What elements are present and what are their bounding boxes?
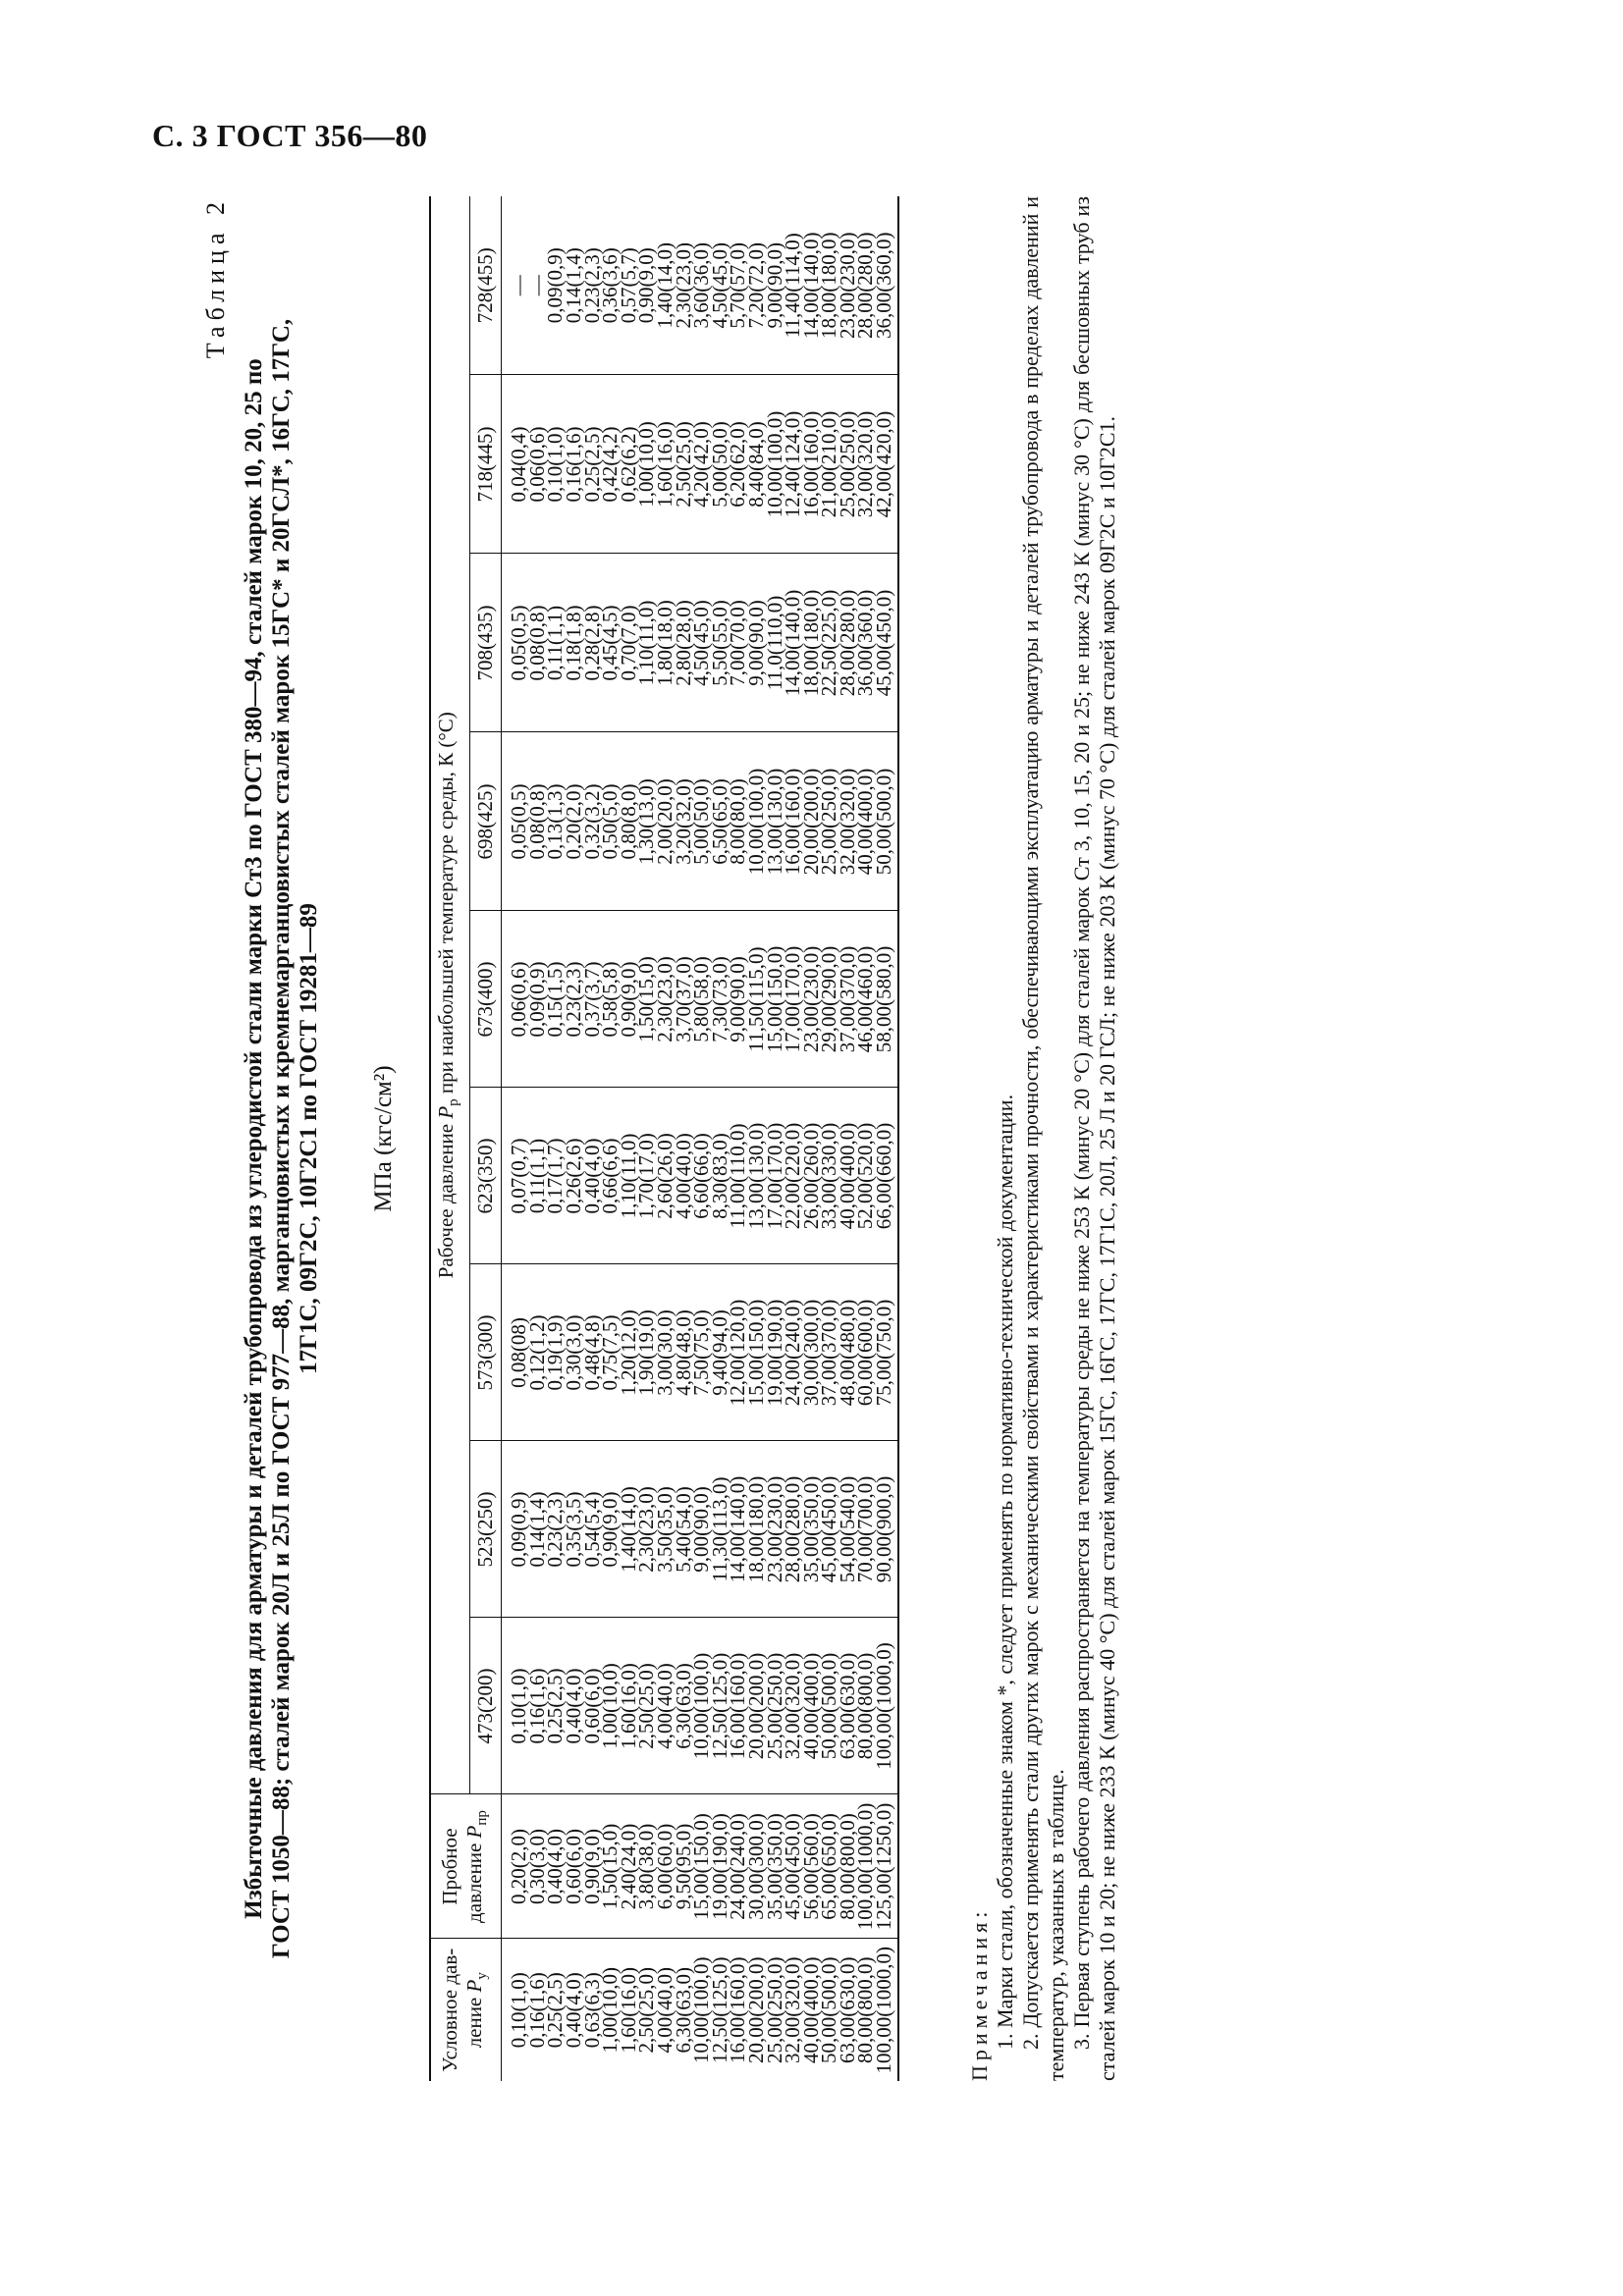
working-pressure-cell: 48,00(480,0) xyxy=(839,1264,857,1441)
working-pressure-cell: 40,00(400,0) xyxy=(839,1088,857,1264)
working-pressure-cell: 75,00(750,0) xyxy=(875,1264,898,1441)
working-pressure-cell: 9,40(94,0) xyxy=(711,1264,730,1441)
working-pressure-cell: 11,50(115,0) xyxy=(747,911,766,1088)
working-pressure-cell: 30,00(300,0) xyxy=(802,1264,821,1441)
working-pressure-cell: 8,30(83,0) xyxy=(711,1088,730,1264)
working-pressure-cell: 0,62(6,2) xyxy=(620,375,638,554)
rotated-table-block xyxy=(201,196,1227,2081)
temperature-header: 673(400) xyxy=(470,911,502,1088)
working-pressure-cell: 0,08(0,8) xyxy=(528,732,547,911)
working-pressure-cell: 0,30(3,0) xyxy=(565,1264,583,1441)
working-pressure-cell: 11,30(113,0) xyxy=(711,1441,730,1618)
table-title xyxy=(241,236,323,2042)
working-pressure-cell: 15,00(150,0) xyxy=(766,911,784,1088)
nominal-pressure-header: Условное дав-ление $P_у$ xyxy=(430,1939,502,2081)
working-pressure-cell: 40,00(400,0) xyxy=(856,732,875,911)
working-pressure-cell: 2,50(25,0) xyxy=(675,375,693,554)
nominal-pressure-cell: 25,00(250,0) xyxy=(766,1939,784,2081)
nominal-pressure-cell: 6,30(63,0) xyxy=(675,1939,693,2081)
working-pressure-cell: 0,09(0,9) xyxy=(528,911,547,1088)
nominal-pressure-cell: 63,00(630,0) xyxy=(839,1939,857,2081)
working-pressure-cell: 13,00(130,0) xyxy=(766,732,784,911)
working-pressure-cell: 1,70(17,0) xyxy=(637,1088,656,1264)
working-pressure-cell: 0,05(0,5) xyxy=(502,732,528,911)
nominal-pressure-cell: 40,00(400,0) xyxy=(802,1939,821,2081)
working-pressure-cell: 0,48(4,8) xyxy=(583,1264,602,1441)
working-pressure-cell: 2,60(26,0) xyxy=(656,1088,675,1264)
working-pressure-cell: 10,00(100,0) xyxy=(747,732,766,911)
test-pressure-cell: 30,00(300,0) xyxy=(747,1794,766,1939)
working-pressure-cell: 3,60(36,0) xyxy=(692,196,711,375)
test-pressure-cell: 80,00(800,0) xyxy=(839,1794,857,1939)
temperature-header: 473(200) xyxy=(470,1618,502,1794)
working-pressure-cell: 25,00(250,0) xyxy=(839,375,857,554)
nominal-pressure-cell: 0,10(1,0) xyxy=(502,1939,528,2081)
test-pressure-cell: 0,90(9,0) xyxy=(583,1794,602,1939)
working-pressure-cell: 0,42(4,2) xyxy=(601,375,620,554)
working-pressure-cell: 29,00(290,0) xyxy=(820,911,839,1088)
working-pressure-cell: 0,26(2,6) xyxy=(565,1088,583,1264)
note-item: 1. Марки стали, обозначенные знаком *, следует применять по нормативно-технической документации. xyxy=(993,1094,1017,2050)
working-pressure-cell: 2,50(25,0) xyxy=(637,1618,656,1794)
working-pressure-cell: 0,04(0,4) xyxy=(502,375,528,554)
working-pressure-cell: 0,25(2,5) xyxy=(546,1618,565,1794)
working-pressure-cell: 0,11(1,1) xyxy=(528,1088,547,1264)
test-pressure-header: Пробное давление $P_{пр}$ xyxy=(430,1794,502,1939)
working-pressure-header: Рабочее давление $P_р$ при наибольшей температуре среды, К (°С) xyxy=(430,196,470,1794)
working-pressure-cell: 6,20(62,0) xyxy=(729,375,747,554)
working-pressure-cell: 16,00(160,0) xyxy=(729,1618,747,1794)
working-pressure-cell: 40,00(400,0) xyxy=(802,1618,821,1794)
nominal-pressure-cell: 0,25(2,5) xyxy=(546,1939,565,2081)
working-pressure-cell: 1,30(13,0) xyxy=(637,732,656,911)
working-pressure-cell: 50,00(500,0) xyxy=(875,732,898,911)
working-pressure-cell: 23,00(230,0) xyxy=(802,911,821,1088)
working-pressure-cell: 52,00(520,0) xyxy=(856,1088,875,1264)
working-pressure-cell: 45,00(450,0) xyxy=(875,554,898,732)
working-pressure-cell: 0,66(6,6) xyxy=(601,1088,620,1264)
working-pressure-cell: 0,19(1,9) xyxy=(546,1264,565,1441)
title-line: 17Г1С, 09Г2С, 10Г2С1 по ГОСТ 19281—89 xyxy=(296,903,322,1374)
working-pressure-cell: 1,00(10,0) xyxy=(601,1618,620,1794)
nominal-pressure-cell: 100,00(1000,0) xyxy=(875,1939,898,2081)
working-pressure-cell: 12,50(125,0) xyxy=(711,1618,730,1794)
note-item: 3. Первая ступень рабочего давления распространяется на температуры среды не ниже 253 К (минус 20 °С) для сталей марок Ст 3, 10, 15, 20 и 25; не ниже 243 К (минус 30 °С) для бесшовных труб из сталей марок 10 и 20; не ниже 233 К (минус 40 °С) для сталей марок 15ГС, 16ГС, 17ГС, 17Г1С, 20Л, 25 Л и 20 ГСЛ; не ниже 203 К (минус 70 °С) для сталей марок 09Г2С и 10Г2С1. xyxy=(1069,196,1119,2081)
working-pressure-cell: 18,00(180,0) xyxy=(802,554,821,732)
working-pressure-cell: 0,32(3,2) xyxy=(583,732,602,911)
working-pressure-cell: 16,00(160,0) xyxy=(802,375,821,554)
working-pressure-cell: 0,23(2,3) xyxy=(565,911,583,1088)
working-pressure-cell: 15,00(150,0) xyxy=(747,1264,766,1441)
working-pressure-cell: 9,00(90,0) xyxy=(692,1441,711,1618)
working-pressure-cell: 0,40(4,0) xyxy=(583,1088,602,1264)
working-pressure-cell: 11,00(110,0) xyxy=(729,1088,747,1264)
working-pressure-cell: 22,00(220,0) xyxy=(784,1088,802,1264)
working-pressure-cell: 36,00(360,0) xyxy=(856,554,875,732)
working-pressure-cell: 58,00(580,0) xyxy=(875,911,898,1088)
working-pressure-cell: 18,00(180,0) xyxy=(820,196,839,375)
working-pressure-cell: 28,00(280,0) xyxy=(784,1441,802,1618)
working-pressure-cell: 28,00(280,0) xyxy=(856,196,875,375)
working-pressure-cell: 9,00(90,0) xyxy=(766,196,784,375)
test-pressure-cell: 56,00(560,0) xyxy=(802,1794,821,1939)
working-pressure-cell: 42,00(420,0) xyxy=(875,375,898,554)
table-body xyxy=(502,196,898,2081)
working-pressure-cell: 14,00(140,0) xyxy=(729,1441,747,1618)
working-pressure-cell: 2,30(23,0) xyxy=(656,911,675,1088)
working-pressure-cell: 36,00(360,0) xyxy=(875,196,898,375)
working-pressure-cell: 0,12(1,2) xyxy=(528,1264,547,1441)
working-pressure-cell: 0,54(5,4) xyxy=(583,1441,602,1618)
title-line: ГОСТ 1050—88; сталей марок 20Л и 25Л по ГОСТ 977—88, марганцовистых и кремнемарганцовистых сталей марок 15ГС* и 20ГСЛ*, 16ГС, 17ГС, xyxy=(268,318,295,1959)
working-pressure-cell: 7,30(73,0) xyxy=(711,911,730,1088)
working-pressure-cell: 1,90(19,0) xyxy=(637,1264,656,1441)
notes-heading: Примечания: xyxy=(967,1906,992,2081)
working-pressure-cell: 4,50(45,0) xyxy=(692,554,711,732)
working-pressure-cell: 5,00(50,0) xyxy=(711,375,730,554)
working-pressure-cell: — xyxy=(502,196,528,375)
working-pressure-cell: 1,40(14,0) xyxy=(620,1441,638,1618)
working-pressure-cell: 21,00(210,0) xyxy=(820,375,839,554)
working-pressure-cell: 7,20(72,0) xyxy=(747,196,766,375)
working-pressure-cell: 0,35(3,5) xyxy=(565,1441,583,1618)
working-pressure-cell: 37,00(370,0) xyxy=(820,1264,839,1441)
temperature-header: 698(425) xyxy=(470,732,502,911)
working-pressure-cell: 14,00(140,0) xyxy=(784,554,802,732)
working-pressure-cell: 0,09(0,9) xyxy=(502,1441,528,1618)
nominal-pressure-cell: 80,00(800,0) xyxy=(856,1939,875,2081)
temperature-header: 728(455) xyxy=(470,196,502,375)
test-pressure-cell: 9,50(95,0) xyxy=(675,1794,693,1939)
working-pressure-cell: 0,28(2,8) xyxy=(583,554,602,732)
working-pressure-cell: 18,00(180,0) xyxy=(747,1441,766,1618)
nominal-pressure-cell: 0,16(1,6) xyxy=(528,1939,547,2081)
table-number-label: Таблица 2 xyxy=(201,196,230,359)
working-pressure-cell: 0,11(1,1) xyxy=(546,554,565,732)
working-pressure-cell: 1,10(11,0) xyxy=(620,1088,638,1264)
working-pressure-cell: 50,00(500,0) xyxy=(820,1618,839,1794)
working-pressure-cell: 8,40(84,0) xyxy=(747,375,766,554)
working-pressure-cell: 3,20(32,0) xyxy=(675,732,693,911)
working-pressure-cell: 9,00(90,0) xyxy=(729,911,747,1088)
working-pressure-cell: 7,00(70,0) xyxy=(729,554,747,732)
working-pressure-cell: 24,00(240,0) xyxy=(784,1264,802,1441)
test-pressure-cell: 35,00(350,0) xyxy=(766,1794,784,1939)
working-pressure-cell: 45,00(450,0) xyxy=(820,1441,839,1618)
working-pressure-cell: 3,00(30,0) xyxy=(656,1264,675,1441)
working-pressure-cell: 37,00(370,0) xyxy=(839,911,857,1088)
working-pressure-cell: 6,30(63,0) xyxy=(675,1618,693,1794)
test-pressure-cell: 100,00(1000,0) xyxy=(856,1794,875,1939)
working-pressure-cell: 13,00(130,0) xyxy=(747,1088,766,1264)
working-pressure-cell: 4,20(42,0) xyxy=(692,375,711,554)
working-pressure-cell: 0,45(4,5) xyxy=(601,554,620,732)
working-pressure-cell: 9,00(90,0) xyxy=(747,554,766,732)
working-pressure-cell: 0,80(8,0) xyxy=(620,732,638,911)
test-pressure-cell: 24,00(240,0) xyxy=(729,1794,747,1939)
working-pressure-cell: 0,58(5,8) xyxy=(601,911,620,1088)
working-pressure-cell: 11,40(114,0) xyxy=(784,196,802,375)
nominal-pressure-cell: 12,50(125,0) xyxy=(711,1939,730,2081)
working-pressure-cell: 0,08(08) xyxy=(502,1264,528,1441)
working-pressure-cell: 6,50(65,0) xyxy=(711,732,730,911)
working-pressure-cell: 0,37(3,7) xyxy=(583,911,602,1088)
test-pressure-cell: 0,40(4,0) xyxy=(546,1794,565,1939)
working-pressure-cell: 0,14(1,4) xyxy=(565,196,583,375)
working-pressure-cell: 100,00(1000,0) xyxy=(875,1618,898,1794)
test-pressure-cell: 2,40(24,0) xyxy=(620,1794,638,1939)
working-pressure-cell: 4,50(45,0) xyxy=(711,196,730,375)
working-pressure-cell: 1,60(16,0) xyxy=(620,1618,638,1794)
working-pressure-cell: 66,00(660,0) xyxy=(875,1088,898,1264)
working-pressure-cell: 5,70(57,0) xyxy=(729,196,747,375)
test-pressure-cell: 0,30(3,0) xyxy=(528,1794,547,1939)
working-pressure-cell: 0,06(0,6) xyxy=(528,375,547,554)
working-pressure-cell: 33,00(330,0) xyxy=(820,1088,839,1264)
working-pressure-cell: 16,00(160,0) xyxy=(784,732,802,911)
working-pressure-cell: 35,00(350,0) xyxy=(802,1441,821,1618)
nominal-pressure-cell: 0,63(6,3) xyxy=(583,1939,602,2081)
working-pressure-cell: 0,40(4,0) xyxy=(565,1618,583,1794)
nominal-pressure-cell: 32,00(320,0) xyxy=(784,1939,802,2081)
working-pressure-cell: — xyxy=(528,196,547,375)
nominal-pressure-cell: 10,00(100,0) xyxy=(692,1939,711,2081)
working-pressure-cell: 23,00(230,0) xyxy=(766,1441,784,1618)
working-pressure-cell: 17,00(170,0) xyxy=(784,911,802,1088)
working-pressure-cell: 22,50(225,0) xyxy=(820,554,839,732)
working-pressure-cell: 25,00(250,0) xyxy=(766,1618,784,1794)
working-pressure-cell: 1,50(15,0) xyxy=(637,911,656,1088)
working-pressure-cell: 8,00(80,0) xyxy=(729,732,747,911)
working-pressure-cell: 6,60(66,0) xyxy=(692,1088,711,1264)
nominal-pressure-cell: 4,00(40,0) xyxy=(656,1939,675,2081)
working-pressure-cell: 0,15(1,5) xyxy=(546,911,565,1088)
working-pressure-cell: 4,80(48,0) xyxy=(675,1264,693,1441)
working-pressure-cell: 0,90(9,0) xyxy=(620,911,638,1088)
working-pressure-cell: 80,00(800,0) xyxy=(856,1618,875,1794)
table-row xyxy=(875,196,898,2081)
test-pressure-cell: 1,50(15,0) xyxy=(601,1794,620,1939)
working-pressure-cell: 0,05(0,5) xyxy=(502,554,528,732)
pressure-table xyxy=(429,196,899,2081)
working-pressure-cell: 20,00(200,0) xyxy=(747,1618,766,1794)
working-pressure-cell: 0,90(9,0) xyxy=(601,1441,620,1618)
working-pressure-cell: 0,08(0,8) xyxy=(528,554,547,732)
working-pressure-cell: 32,00(320,0) xyxy=(839,732,857,911)
temperature-header: 623(350) xyxy=(470,1088,502,1264)
working-pressure-cell: 1,10(11,0) xyxy=(637,554,656,732)
working-pressure-cell: 0,75(7,5) xyxy=(601,1264,620,1441)
working-pressure-cell: 0,10(1,0) xyxy=(546,375,565,554)
page-header: С. 3 ГОСТ 356—80 xyxy=(152,118,428,153)
working-pressure-cell: 1,80(18,0) xyxy=(656,554,675,732)
test-pressure-cell: 45,00(450,0) xyxy=(784,1794,802,1939)
working-pressure-cell: 25,00(250,0) xyxy=(820,732,839,911)
working-pressure-cell: 1,20(12,0) xyxy=(620,1264,638,1441)
working-pressure-cell: 70,00(700,0) xyxy=(856,1441,875,1618)
note-item: 2. Допускается применять стали других марок с механическими свойствами и характеристиками прочности, обеспечивающими эксплуатацию арматуры и деталей трубопровода в пределах давлений и температур, указанных в таблице. xyxy=(1018,196,1068,2081)
working-pressure-cell: 12,00(120,0) xyxy=(729,1264,747,1441)
working-pressure-cell: 63,00(630,0) xyxy=(839,1618,857,1794)
working-pressure-cell: 0,09(0,9) xyxy=(546,196,565,375)
nominal-pressure-cell: 0,40(4,0) xyxy=(565,1939,583,2081)
working-pressure-cell: 0,20(2,0) xyxy=(565,732,583,911)
nominal-pressure-cell: 2,50(25,0) xyxy=(637,1939,656,2081)
working-pressure-cell: 2,80(28,0) xyxy=(675,554,693,732)
working-pressure-cell: 0,57(5,7) xyxy=(620,196,638,375)
working-pressure-cell: 5,80(58,0) xyxy=(692,911,711,1088)
test-pressure-cell: 0,60(6,0) xyxy=(565,1794,583,1939)
working-pressure-cell: 5,50(55,0) xyxy=(711,554,730,732)
working-pressure-cell: 4,00(40,0) xyxy=(656,1618,675,1794)
working-pressure-cell: 60,00(600,0) xyxy=(856,1264,875,1441)
working-pressure-cell: 10,00(100,0) xyxy=(692,1618,711,1794)
working-pressure-cell: 32,00(320,0) xyxy=(784,1618,802,1794)
working-pressure-cell: 0,70(7,0) xyxy=(620,554,638,732)
test-pressure-cell: 6,00(60,0) xyxy=(656,1794,675,1939)
temperature-header: 708(435) xyxy=(470,554,502,732)
working-pressure-cell: 28,00(280,0) xyxy=(839,554,857,732)
working-pressure-cell: 12,40(124,0) xyxy=(784,375,802,554)
working-pressure-cell: 46,00(460,0) xyxy=(856,911,875,1088)
test-pressure-cell: 19,00(190,0) xyxy=(711,1794,730,1939)
notes xyxy=(967,196,1120,2081)
working-pressure-cell: 0,50(5,0) xyxy=(601,732,620,911)
working-pressure-cell: 54,00(540,0) xyxy=(839,1441,857,1618)
title-line: Избыточные давления для арматуры и деталей трубопровода из углеродистой стали марки Ст3 по ГОСТ 380—94, сталей марок 10, 20, 25 по xyxy=(241,358,267,1919)
working-pressure-cell: 3,50(35,0) xyxy=(656,1441,675,1618)
working-pressure-cell: 0,13(1,3) xyxy=(546,732,565,911)
working-pressure-cell: 32,00(320,0) xyxy=(856,375,875,554)
working-pressure-cell: 0,17(1,7) xyxy=(546,1088,565,1264)
working-pressure-cell: 4,00(40,0) xyxy=(675,1088,693,1264)
working-pressure-cell: 5,40(54,0) xyxy=(675,1441,693,1618)
working-pressure-cell: 14,00(140,0) xyxy=(802,196,821,375)
test-pressure-cell: 65,00(650,0) xyxy=(820,1794,839,1939)
test-pressure-cell: 3,80(38,0) xyxy=(637,1794,656,1939)
working-pressure-cell: 0,14(1,4) xyxy=(528,1441,547,1618)
working-pressure-cell: 0,07(0,7) xyxy=(502,1088,528,1264)
nominal-pressure-cell: 1,00(10,0) xyxy=(601,1939,620,2081)
working-pressure-cell: 0,23(2,3) xyxy=(546,1441,565,1618)
working-pressure-cell: 2,30(23,0) xyxy=(637,1441,656,1618)
test-pressure-cell: 125,00(1250,0) xyxy=(875,1794,898,1939)
working-pressure-cell: 0,23(2,3) xyxy=(583,196,602,375)
nominal-pressure-cell: 1,60(16,0) xyxy=(620,1939,638,2081)
working-pressure-cell: 2,30(23,0) xyxy=(675,196,693,375)
working-pressure-cell: 90,00(900,0) xyxy=(875,1441,898,1618)
working-pressure-cell: 0,16(1,6) xyxy=(565,375,583,554)
working-pressure-cell: 0,60(6,0) xyxy=(583,1618,602,1794)
nominal-pressure-cell: 16,00(160,0) xyxy=(729,1939,747,2081)
working-pressure-cell: 2,00(20,0) xyxy=(656,732,675,911)
working-pressure-cell: 19,00(190,0) xyxy=(766,1264,784,1441)
working-pressure-cell: 1,40(14,0) xyxy=(656,196,675,375)
working-pressure-cell: 10,00(100,0) xyxy=(766,375,784,554)
working-pressure-cell: 0,90(9,0) xyxy=(637,196,656,375)
working-pressure-cell: 0,25(2,5) xyxy=(583,375,602,554)
working-pressure-cell: 0,06(0,6) xyxy=(502,911,528,1088)
working-pressure-cell: 7,50(75,0) xyxy=(692,1264,711,1441)
working-pressure-cell: 1,60(16,0) xyxy=(656,375,675,554)
working-pressure-cell: 17,00(170,0) xyxy=(766,1088,784,1264)
units-caption: МПа (кгс/см²) xyxy=(370,1065,397,1212)
nominal-pressure-cell: 50,00(500,0) xyxy=(820,1939,839,2081)
nominal-pressure-cell: 20,00(200,0) xyxy=(747,1939,766,2081)
working-pressure-cell: 0,36(3,6) xyxy=(601,196,620,375)
working-pressure-cell: 0,10(1,0) xyxy=(502,1618,528,1794)
temperature-header: 523(250) xyxy=(470,1441,502,1618)
test-pressure-cell: 0,20(2,0) xyxy=(502,1794,528,1939)
working-pressure-cell: 5,00(50,0) xyxy=(692,732,711,911)
working-pressure-cell: 3,70(37,0) xyxy=(675,911,693,1088)
working-pressure-cell: 20,00(200,0) xyxy=(802,732,821,911)
working-pressure-cell: 26,00(260,0) xyxy=(802,1088,821,1264)
working-pressure-cell: 1,00(10,0) xyxy=(637,375,656,554)
table-row xyxy=(502,196,528,2081)
test-pressure-cell: 15,00(150,0) xyxy=(692,1794,711,1939)
working-pressure-cell: 23,00(230,0) xyxy=(839,196,857,375)
temperature-header: 573(300) xyxy=(470,1264,502,1441)
header-row xyxy=(430,196,470,2081)
working-pressure-cell: 11,0(110,0) xyxy=(766,554,784,732)
temperature-header: 718(445) xyxy=(470,375,502,554)
working-pressure-cell: 0,18(1,8) xyxy=(565,554,583,732)
working-pressure-cell: 0,16(1,6) xyxy=(528,1618,547,1794)
